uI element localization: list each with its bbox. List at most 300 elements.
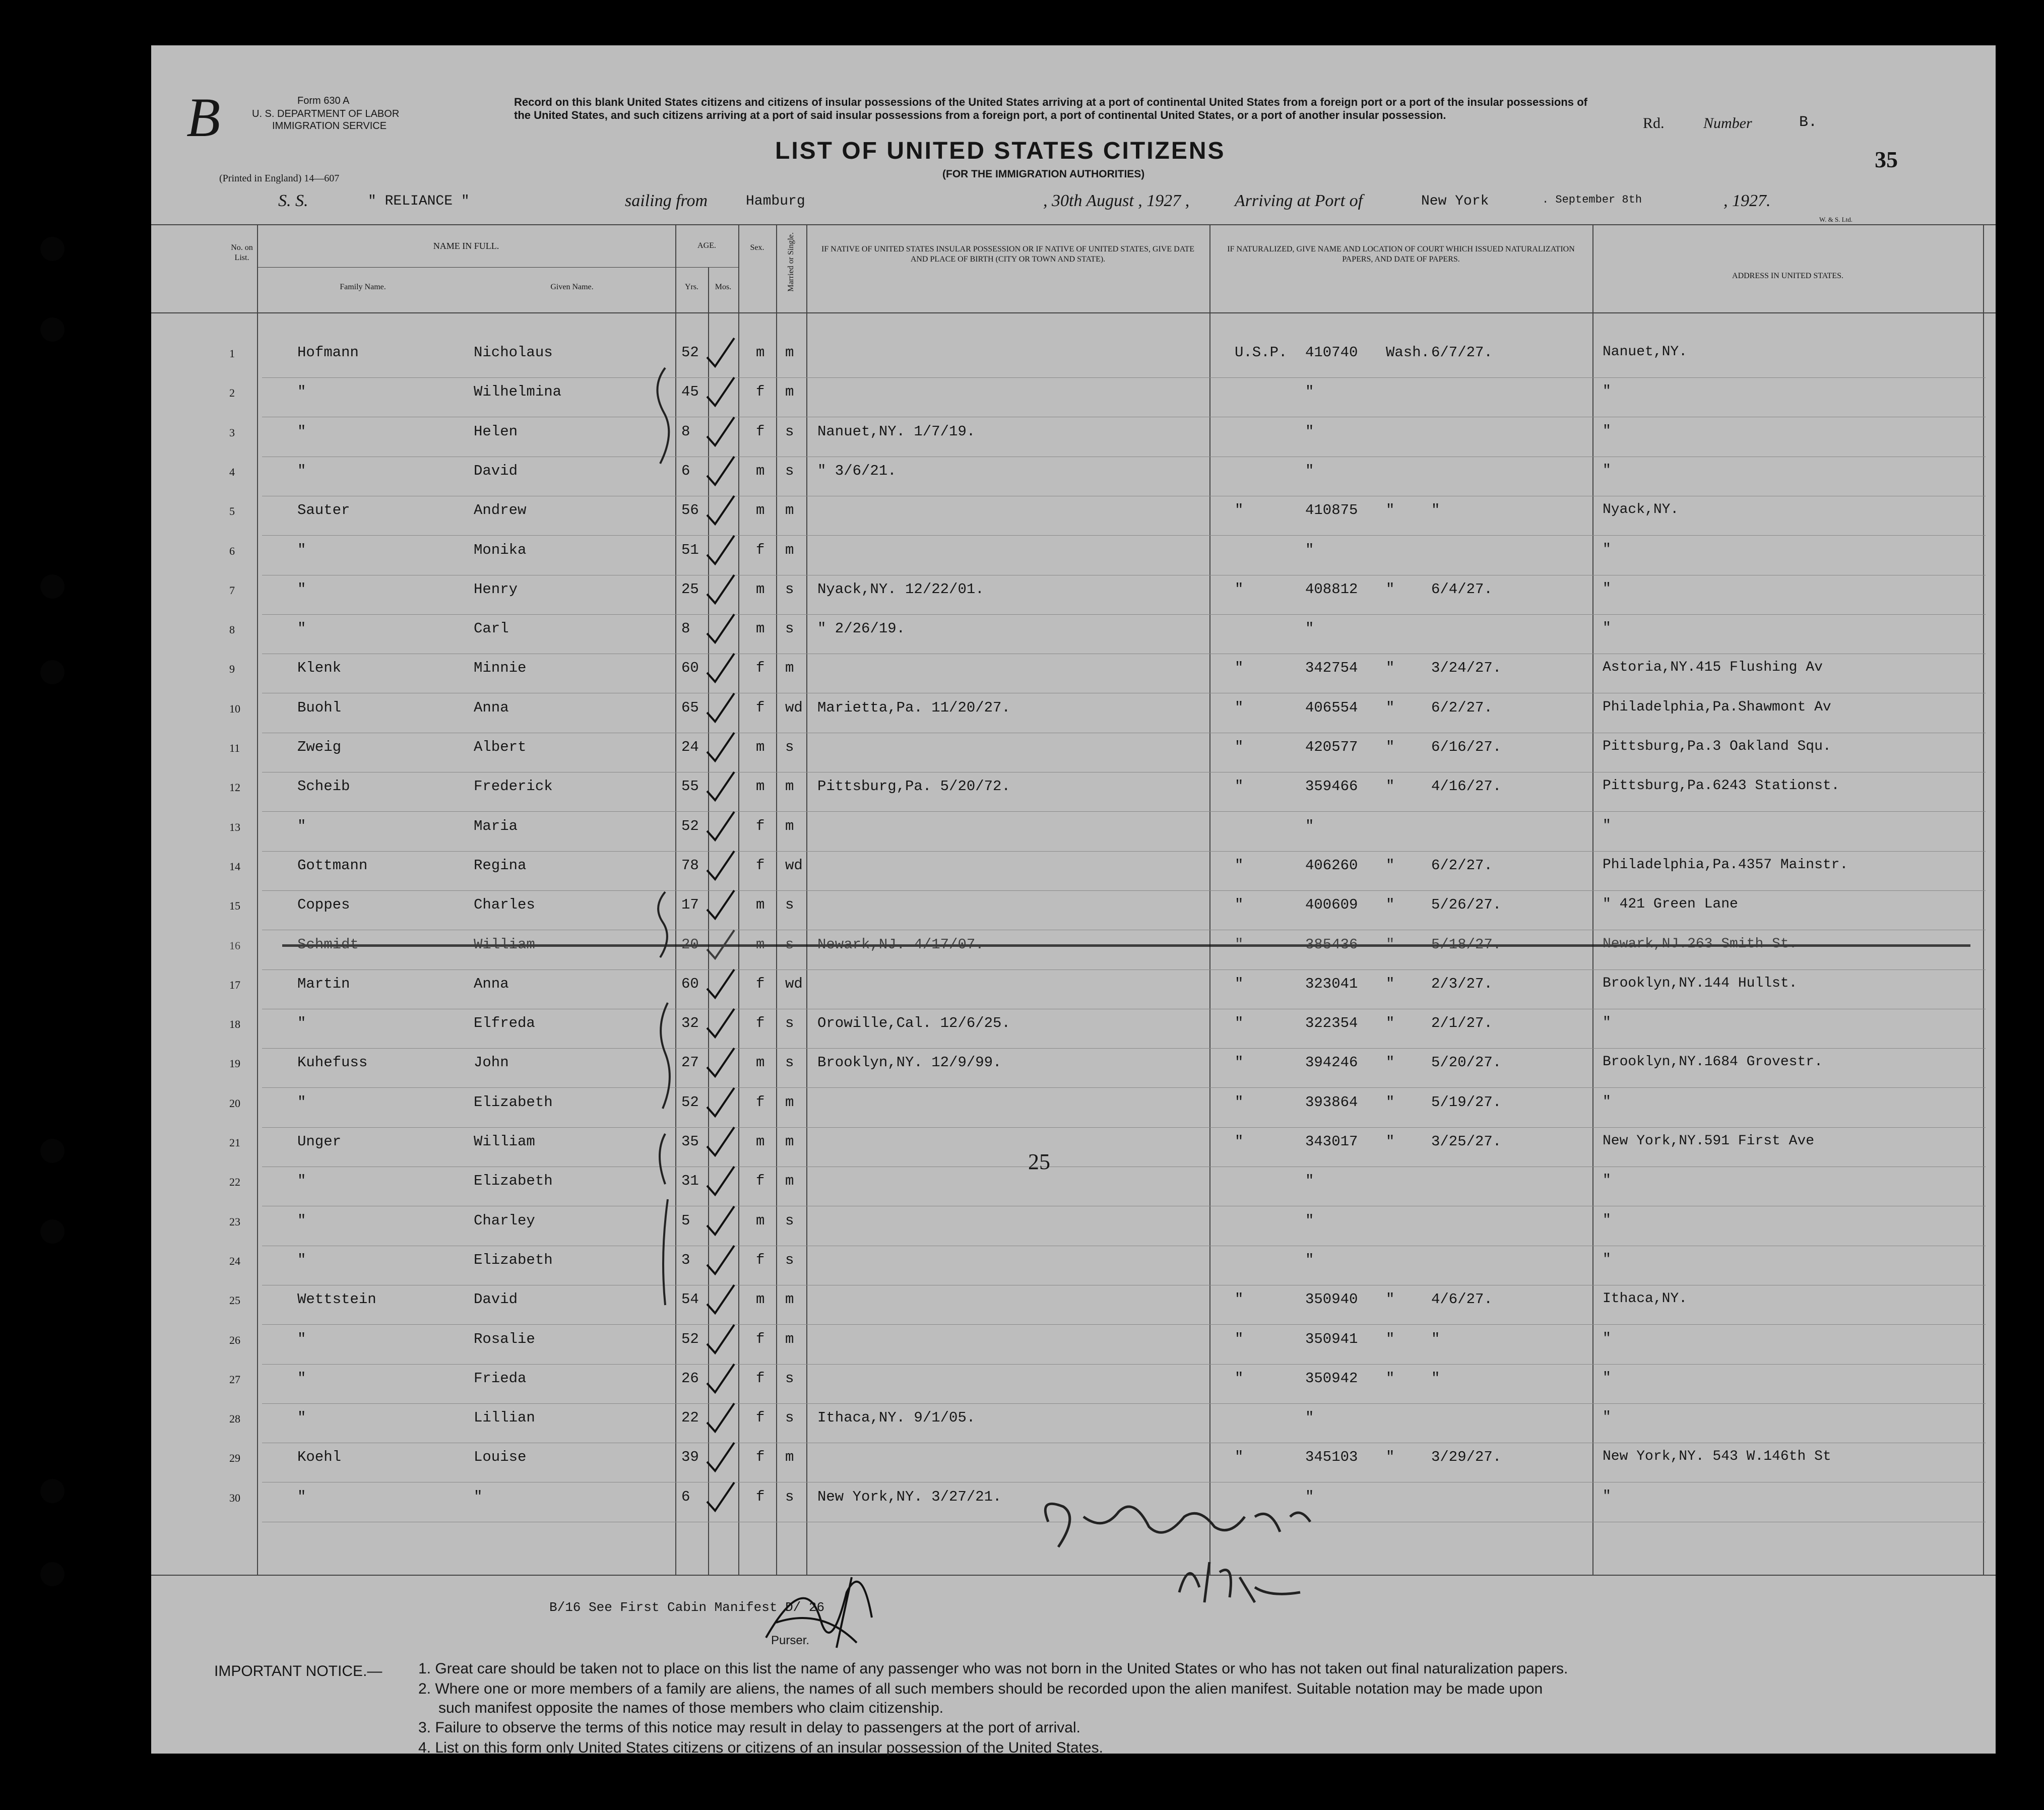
us-address: Ithaca,NY. [1603, 1291, 1688, 1307]
naturalization-date: " [1431, 1330, 1440, 1347]
court-location: " [1386, 1291, 1395, 1308]
rd-label: Rd. [1643, 115, 1665, 132]
naturalization-number: " [1305, 462, 1314, 479]
sex: m [756, 1133, 765, 1150]
court-location: " [1386, 896, 1395, 914]
sex: f [756, 1251, 765, 1268]
us-address: " [1603, 541, 1611, 557]
marital-status: s [785, 1370, 794, 1387]
given-name: Elizabeth [474, 1093, 553, 1111]
row-number: 2 [229, 386, 235, 400]
marital-status: s [785, 1054, 794, 1071]
row-rule [262, 1364, 1986, 1365]
row-number: 19 [229, 1057, 240, 1070]
row-number: 11 [229, 742, 240, 754]
naturalization-date: 6/4/27. [1431, 580, 1493, 598]
sex: f [756, 1015, 765, 1032]
family-name: " [297, 1488, 306, 1505]
table-row [151, 498, 1996, 537]
naturalization-date: 4/16/27. [1431, 778, 1502, 795]
marital-status: s [785, 1488, 794, 1505]
row-rule [262, 1324, 1986, 1325]
age-years: 8 [681, 423, 690, 440]
court-location: Wash. [1386, 344, 1430, 361]
check-mark-icon [703, 533, 738, 568]
header-naturalized: IF NATURALIZED, GIVE NAME AND LOCATION OF COURT WHICH ISSUED NATURALIZATION PAPERS, AND DATE OF PAPERS. [1227, 245, 1575, 264]
table-row [151, 340, 1996, 379]
row-number: 14 [229, 860, 240, 873]
age-years: 60 [681, 660, 699, 677]
us-address: " [1603, 1370, 1611, 1386]
sex: m [756, 739, 765, 755]
court-location: " [1386, 1449, 1395, 1466]
document-title: LIST OF UNITED STATES CITIZENS [775, 138, 1226, 164]
court-name: " [1235, 739, 1244, 755]
table-row [151, 892, 1996, 932]
punch-hole [40, 574, 65, 599]
header-bottom-border [151, 312, 1996, 313]
table-top-border [151, 224, 1996, 225]
table-row [151, 774, 1996, 813]
check-mark-icon [703, 1085, 738, 1120]
check-mark-icon [703, 572, 738, 607]
row-number: 28 [229, 1412, 240, 1426]
us-address: " [1603, 817, 1611, 833]
marital-status: wd [785, 975, 803, 992]
row-rule [262, 1087, 1986, 1088]
court-location: " [1386, 975, 1395, 992]
purser-signature [746, 1547, 927, 1663]
given-name: Andrew [474, 502, 527, 519]
arriving-label: Arriving at Port of [1235, 191, 1363, 210]
sex: f [756, 1093, 765, 1111]
departure-port: Hamburg [746, 193, 805, 209]
naturalization-number: 322354 [1305, 1015, 1358, 1032]
row-number: 8 [229, 623, 235, 636]
us-address: New York,NY. 543 W.146th St [1603, 1449, 1831, 1465]
family-name: " [297, 620, 306, 637]
us-address: Nanuet,NY. [1603, 344, 1688, 360]
age-years: 39 [681, 1449, 699, 1466]
given-name: William [474, 1133, 535, 1150]
family-name: " [297, 1251, 306, 1268]
sex: f [756, 1488, 765, 1505]
given-name: Nicholaus [474, 344, 553, 361]
naturalization-number: " [1305, 541, 1314, 558]
family-name: Unger [297, 1133, 342, 1150]
us-address: " [1603, 1251, 1611, 1267]
birth-info: Orowille,Cal. 12/6/25. [817, 1015, 1010, 1032]
marital-status: m [785, 1449, 794, 1466]
naturalization-date: 3/25/27. [1431, 1133, 1502, 1150]
row-rule [262, 614, 1986, 615]
row-number: 7 [229, 584, 235, 597]
header-no: No. on List. [231, 243, 253, 262]
sex: f [756, 1409, 765, 1427]
marital-status: s [785, 1251, 794, 1268]
naturalization-number: 394246 [1305, 1054, 1358, 1071]
us-address: " [1603, 580, 1611, 597]
court-location: " [1386, 857, 1395, 874]
check-mark-icon [703, 887, 738, 923]
naturalization-date: 3/24/27. [1431, 660, 1502, 677]
row-rule [262, 377, 1986, 378]
notice-item: 2. Where one or more members of a family are aliens, the names of all such members should be recorded upon the alien manifest. Suitable notation may be made upon [418, 1680, 1543, 1697]
marital-status: m [785, 502, 794, 519]
check-mark-icon [703, 335, 738, 370]
sex: m [756, 620, 765, 637]
marital-status: m [785, 778, 794, 795]
given-name: Charles [474, 896, 535, 914]
row-number: 22 [229, 1176, 240, 1189]
naturalization-number: " [1305, 1212, 1314, 1229]
table-row [151, 695, 1996, 735]
given-name: Regina [474, 857, 527, 874]
notice-item: 4. List on this form only United States citizens or citizens of an insular possession of the United States. [418, 1739, 1104, 1756]
family-name: Martin [297, 975, 350, 992]
naturalization-number: 350942 [1305, 1370, 1358, 1387]
punch-hole [40, 237, 65, 261]
table-row [151, 735, 1996, 774]
check-mark-icon [703, 454, 738, 489]
strike-through-line [282, 944, 1970, 947]
us-address: " [1603, 1015, 1611, 1031]
row-number: 13 [229, 820, 240, 833]
us-address: " [1603, 423, 1611, 439]
court-name: " [1235, 1015, 1244, 1032]
age-years: 52 [681, 1330, 699, 1347]
table-row [151, 1366, 1996, 1405]
row-number: 24 [229, 1254, 240, 1267]
header-family: Family Name. [340, 283, 386, 291]
table-row [151, 1287, 1996, 1326]
us-address: " [1603, 462, 1611, 478]
row-rule [262, 1127, 1986, 1128]
sex: f [756, 660, 765, 677]
us-address: Pittsburg,Pa.6243 Stationst. [1603, 778, 1840, 794]
birth-info: Ithaca,NY. 9/1/05. [817, 1409, 976, 1427]
court-name: " [1235, 778, 1244, 795]
court-location: " [1386, 1015, 1395, 1032]
sex: f [756, 1449, 765, 1466]
row-number: 18 [229, 1018, 240, 1031]
row-rule [262, 1403, 1986, 1404]
naturalization-number: 345103 [1305, 1449, 1358, 1466]
marital-status: m [785, 817, 794, 834]
naturalization-number: " [1305, 620, 1314, 637]
row-number: 9 [229, 663, 235, 676]
naturalization-number: 420577 [1305, 739, 1358, 755]
check-mark-icon [703, 1282, 738, 1317]
age-years: 52 [681, 1093, 699, 1111]
age-years: 45 [681, 383, 699, 401]
header-address: ADDRESS IN UNITED STATES. [1732, 272, 1843, 280]
given-name: " [474, 1488, 483, 1505]
row-number: 21 [229, 1136, 240, 1149]
court-name: " [1235, 857, 1244, 874]
marital-status: m [785, 1330, 794, 1347]
arrival-port: New York [1421, 193, 1489, 209]
age-years: 31 [681, 1173, 699, 1190]
sex: m [756, 502, 765, 519]
check-mark-icon [703, 1322, 738, 1357]
naturalization-date: 6/2/27. [1431, 699, 1493, 716]
age-years: 6 [681, 1488, 690, 1505]
family-name: " [297, 462, 306, 479]
name-subheader-line [257, 267, 738, 268]
age-years: 78 [681, 857, 699, 874]
row-number: 26 [229, 1333, 240, 1346]
check-mark-icon [703, 414, 738, 449]
row-number: 12 [229, 781, 240, 794]
row-number: 15 [229, 899, 240, 913]
us-address: " 421 Green Lane [1603, 896, 1738, 913]
table-row [151, 577, 1996, 616]
age-years: 35 [681, 1133, 699, 1150]
ship-name: " RELIANCE " [368, 193, 470, 209]
department: U. S. DEPARTMENT OF LABOR [252, 108, 400, 119]
notice-item: such manifest opposite the names of those members who claim citizenship. [438, 1700, 944, 1716]
age-years: 17 [681, 896, 699, 914]
naturalization-number: 359466 [1305, 778, 1358, 795]
check-mark-icon [703, 809, 738, 844]
sex: f [756, 1370, 765, 1387]
court-name: " [1235, 1133, 1244, 1150]
age-years: 52 [681, 344, 699, 361]
court-name: " [1235, 1370, 1244, 1387]
sex: f [756, 1173, 765, 1190]
row-rule [262, 535, 1986, 536]
marital-status: s [785, 739, 794, 755]
sex: m [756, 1054, 765, 1071]
row-number: 4 [229, 465, 235, 478]
age-years: 22 [681, 1409, 699, 1427]
header-sex: Sex. [750, 243, 764, 252]
given-name: Elizabeth [474, 1173, 553, 1190]
age-years: 51 [681, 541, 699, 558]
naturalization-number: 406554 [1305, 699, 1358, 716]
ss-label: S. S. [278, 191, 308, 210]
naturalization-number: " [1305, 1173, 1314, 1190]
given-name: Frederick [474, 778, 553, 795]
court-name: U.S.P. [1235, 344, 1288, 361]
family-name: Scheib [297, 778, 350, 795]
age-years: 3 [681, 1251, 690, 1268]
table-row [151, 538, 1996, 577]
marital-status: s [785, 462, 794, 479]
court-name: " [1235, 580, 1244, 598]
header-native: IF NATIVE OF UNITED STATES INSULAR POSSESSION OR IF NATIVE OF UNITED STATES, GIVE DATE AND PLACE OF BIRTH (CITY OR TOWN AND STATE). [821, 245, 1195, 264]
row-rule [262, 811, 1986, 812]
given-name: David [474, 462, 518, 479]
court-name: " [1235, 1054, 1244, 1071]
row-number: 1 [229, 347, 235, 360]
row-number: 6 [229, 544, 235, 557]
departure-date: , 30th August , 1927 , [1043, 191, 1190, 210]
age-years: 5 [681, 1212, 690, 1229]
family-name: Gottmann [297, 857, 368, 874]
naturalization-number: " [1305, 1409, 1314, 1427]
us-address: " [1603, 1330, 1611, 1346]
sex: f [756, 975, 765, 992]
sex: m [756, 580, 765, 598]
sex: f [756, 383, 765, 401]
marital-status: m [785, 1133, 794, 1150]
court-location: " [1386, 1093, 1395, 1111]
birth-info: Nyack,NY. 12/22/01. [817, 580, 984, 598]
given-name: Elizabeth [474, 1251, 553, 1268]
sex: m [756, 778, 765, 795]
marital-status: s [785, 620, 794, 637]
family-name: " [297, 1330, 306, 1347]
given-name: Charley [474, 1212, 535, 1229]
naturalization-number: 343017 [1305, 1133, 1358, 1150]
punch-hole [40, 1562, 65, 1586]
age-years: 54 [681, 1291, 699, 1308]
naturalization-number: 410740 [1305, 344, 1358, 361]
naturalization-date: 4/6/27. [1431, 1291, 1493, 1308]
check-mark-icon [703, 848, 738, 883]
age-years: 56 [681, 502, 699, 519]
naturalization-date: 5/19/27. [1431, 1093, 1502, 1111]
table-row [151, 814, 1996, 853]
sailing-label: sailing from [625, 191, 708, 210]
naturalization-number: 408812 [1305, 580, 1358, 598]
naturalization-number: " [1305, 383, 1314, 401]
naturalization-date: 6/16/27. [1431, 739, 1502, 755]
birth-info: Pittsburg,Pa. 5/20/72. [817, 778, 1010, 795]
court-location: " [1386, 502, 1395, 519]
row-number: 29 [229, 1452, 240, 1465]
family-name: Wettstein [297, 1291, 376, 1308]
family-name: Klenk [297, 660, 342, 677]
birth-info: Nanuet,NY. 1/7/19. [817, 423, 976, 440]
us-address: Brooklyn,NY.1684 Grovestr. [1603, 1054, 1823, 1070]
naturalization-number: 350941 [1305, 1330, 1358, 1347]
given-name: David [474, 1291, 518, 1308]
sex: f [756, 1330, 765, 1347]
sex: m [756, 1291, 765, 1308]
punch-hole [40, 1479, 65, 1503]
court-name: " [1235, 896, 1244, 914]
family-name: Coppes [297, 896, 350, 914]
check-mark-icon [703, 493, 738, 528]
naturalization-date: " [1431, 502, 1440, 519]
naturalization-number: 400609 [1305, 896, 1358, 914]
check-mark-icon [703, 1400, 738, 1436]
naturalization-number: " [1305, 423, 1314, 440]
given-name: Minnie [474, 660, 527, 677]
marital-status: s [785, 580, 794, 598]
count-note: 25 [1028, 1149, 1050, 1174]
birth-info: Brooklyn,NY. 12/9/99. [817, 1054, 1002, 1071]
table-row [151, 1445, 1996, 1484]
marital-status: s [785, 1409, 794, 1427]
family-name: " [297, 1212, 306, 1229]
marital-status: s [785, 1212, 794, 1229]
sex: f [756, 817, 765, 834]
check-mark-icon [703, 374, 738, 410]
birth-info: " 2/26/19. [817, 620, 906, 637]
corner-mark: B [186, 87, 221, 148]
us-address: " [1603, 1093, 1611, 1110]
row-rule [262, 851, 1986, 852]
naturalization-number: 406260 [1305, 857, 1358, 874]
check-mark-icon [703, 611, 738, 647]
age-years: 65 [681, 699, 699, 716]
check-mark-icon [703, 1243, 738, 1278]
marital-status: wd [785, 857, 803, 874]
check-mark-icon [703, 1006, 738, 1041]
naturalization-date: " [1431, 1370, 1440, 1387]
sex: f [756, 423, 765, 440]
page-number: 35 [1875, 147, 1898, 172]
check-mark-icon [703, 1440, 738, 1475]
table-row [151, 459, 1996, 498]
row-rule [262, 969, 1986, 970]
naturalization-number: " [1305, 1488, 1314, 1505]
row-number: 23 [229, 1215, 240, 1228]
court-location: " [1386, 778, 1395, 795]
table-row [151, 616, 1996, 656]
table-row [151, 1327, 1996, 1366]
printer-mark: W. & S. Ltd. [1819, 216, 1853, 223]
birth-info: Marietta,Pa. 11/20/27. [817, 699, 1010, 716]
marital-status: wd [785, 699, 803, 716]
marital-status: m [785, 1093, 794, 1111]
family-name: " [297, 541, 306, 558]
manifest-note: B/16 See First Cabin Manifest D/ 26 [549, 1600, 825, 1615]
age-years: 60 [681, 975, 699, 992]
naturalization-date: 5/26/27. [1431, 896, 1502, 914]
marital-status: m [785, 1291, 794, 1308]
given-name: Albert [474, 739, 527, 755]
table-row [151, 932, 1996, 972]
us-address: Philadelphia,Pa.4357 Mainstr. [1603, 857, 1848, 873]
row-number: 17 [229, 978, 240, 991]
family-bracket-marks [645, 348, 690, 1355]
given-name: Elfreda [474, 1015, 535, 1032]
age-years: 25 [681, 580, 699, 598]
naturalization-date: 5/20/27. [1431, 1054, 1502, 1071]
sex: f [756, 699, 765, 716]
naturalization-number: 323041 [1305, 975, 1358, 992]
row-number: 25 [229, 1294, 240, 1307]
age-years: 27 [681, 1054, 699, 1071]
us-address: " [1603, 620, 1611, 636]
table-row [151, 1011, 1996, 1050]
header-given: Given Name. [550, 283, 594, 291]
us-address: " [1603, 1173, 1611, 1189]
naturalization-date: 2/1/27. [1431, 1015, 1493, 1032]
check-mark-icon [703, 1045, 738, 1080]
age-years: 32 [681, 1015, 699, 1032]
table-row [151, 1050, 1996, 1089]
check-mark-icon [703, 1124, 738, 1159]
header-married: Married or Single. [787, 232, 795, 292]
document-subtitle: (FOR THE IMMIGRATION AUTHORITIES) [942, 168, 1145, 180]
given-name: Rosalie [474, 1330, 535, 1347]
check-mark-icon [703, 690, 738, 726]
table-row [151, 1248, 1996, 1287]
table-row [151, 972, 1996, 1011]
punch-hole [40, 317, 65, 342]
us-address: Brooklyn,NY.144 Hullst. [1603, 975, 1798, 991]
row-number: 27 [229, 1373, 240, 1386]
naturalization-date: 6/7/27. [1431, 344, 1493, 361]
row-number: 20 [229, 1096, 240, 1110]
sex: m [756, 344, 765, 361]
